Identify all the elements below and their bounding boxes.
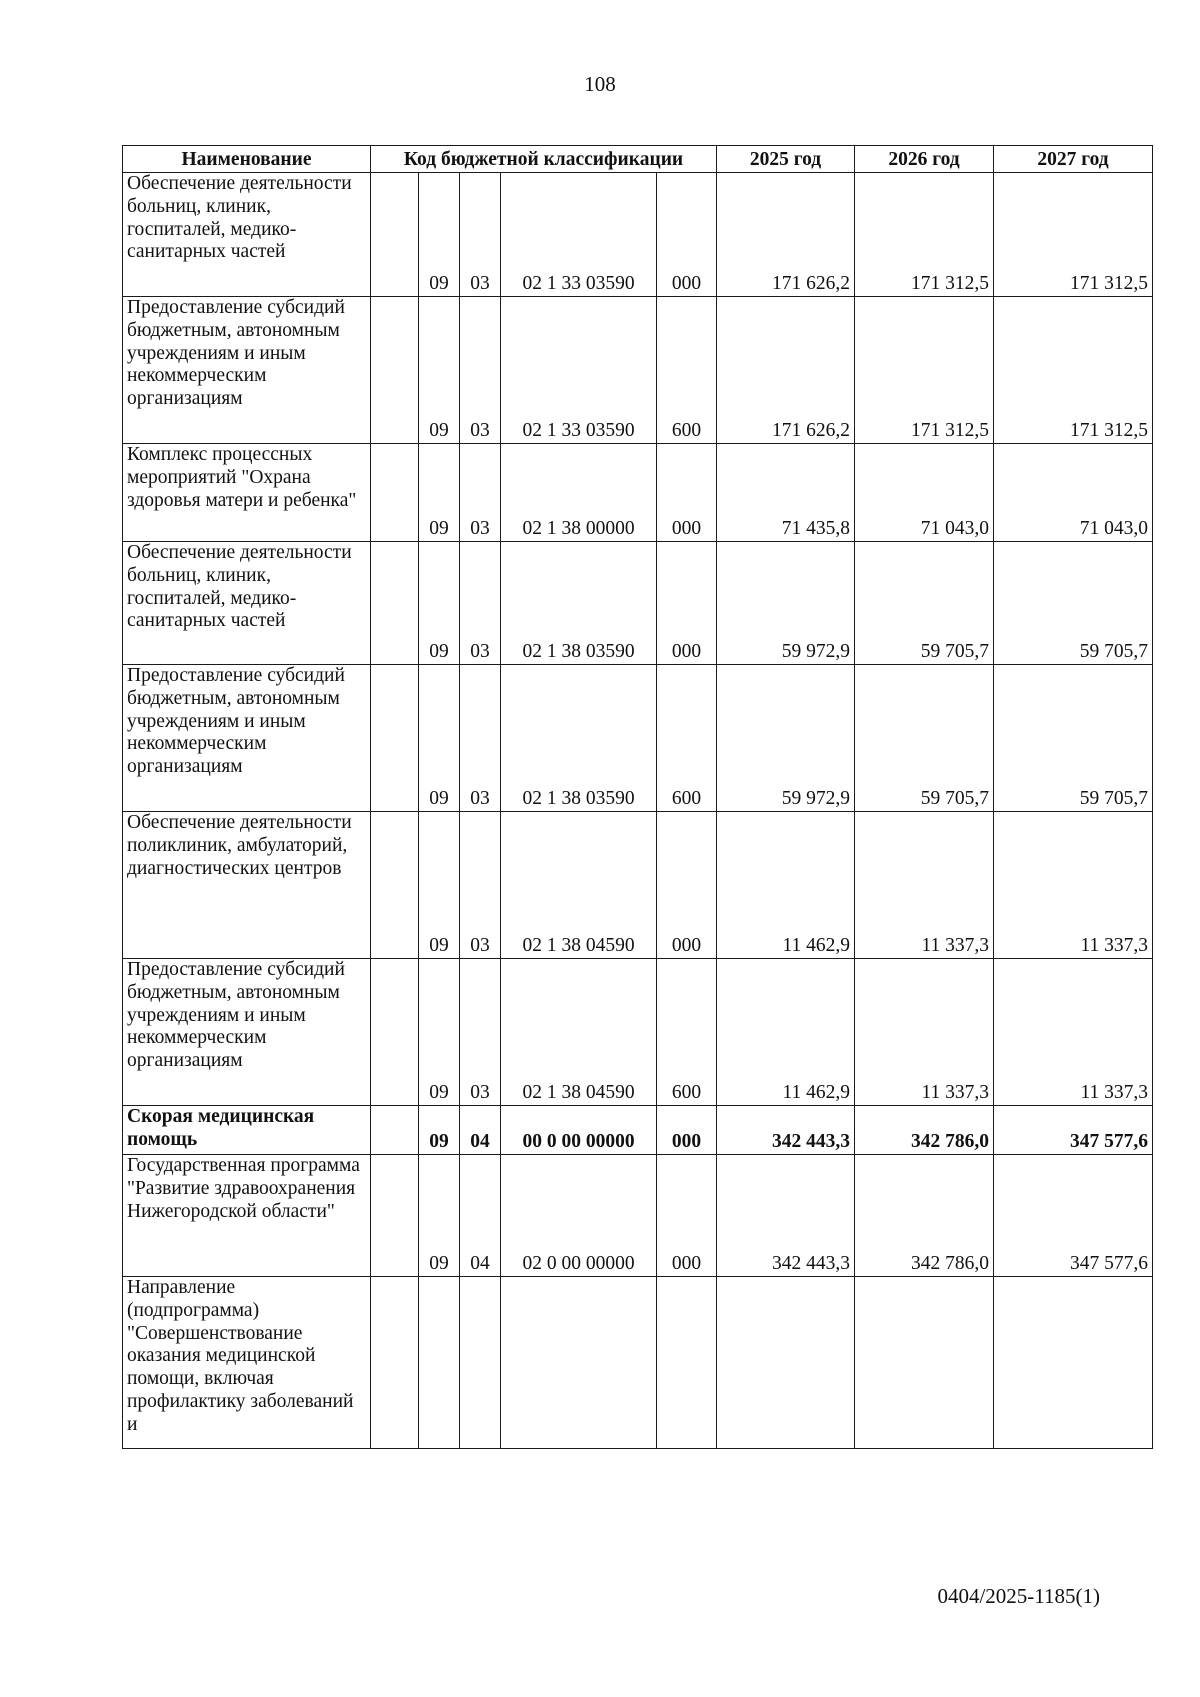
value-2027: 11 337,3 [994,959,1153,1106]
table-row [123,173,1153,297]
header-name: Наименование [123,146,371,173]
code-section: 09 [419,1106,460,1155]
code-part-0 [371,1277,419,1449]
value-2025: 342 443,3 [717,1155,855,1277]
code-subsection: 04 [460,1155,501,1277]
code-expense-type: 600 [657,959,717,1106]
code-subsection: 03 [460,173,501,297]
value-2025: 11 462,9 [717,812,855,959]
code-expense-type: 000 [657,1155,717,1277]
code-section: 09 [419,542,460,665]
value-2025 [717,1277,855,1449]
table-row [123,812,1153,959]
code-target-article: 02 1 38 04590 [501,959,657,1106]
code-target-article: 02 1 38 00000 [501,444,657,542]
code-subsection: 04 [460,1106,501,1155]
value-2025: 59 972,9 [717,665,855,812]
code-subsection: 03 [460,444,501,542]
code-target-article: 02 1 33 03590 [501,173,657,297]
code-section: 09 [419,297,460,444]
table-row [123,297,1153,444]
value-2026: 11 337,3 [855,959,994,1106]
header-2025: 2025 год [717,146,855,173]
table-row [123,959,1153,1106]
code-subsection: 03 [460,812,501,959]
code-target-article: 02 1 33 03590 [501,297,657,444]
document-code: 0404/2025-1185(1) [937,1584,1100,1608]
code-part-0 [371,665,419,812]
value-2026: 59 705,7 [855,665,994,812]
code-part-0 [371,1155,419,1277]
value-2026: 59 705,7 [855,542,994,665]
row-name: Комплекс процессных мероприятий "Охрана здоровья матери и ребенка" [123,444,371,542]
budget-table [122,145,1153,1449]
row-name: Государственная программа "Развитие здравоохранения Нижегородской области" [123,1155,371,1277]
code-target-article: 02 1 38 04590 [501,812,657,959]
header-2026: 2026 год [855,146,994,173]
table-row [123,665,1153,812]
table-row [123,542,1153,665]
page-number: 108 [584,72,616,96]
value-2026 [855,1277,994,1449]
table-row [123,1277,1153,1449]
code-section: 09 [419,812,460,959]
code-expense-type: 000 [657,1106,717,1155]
code-expense-type: 600 [657,297,717,444]
value-2025: 11 462,9 [717,959,855,1106]
value-2027: 71 043,0 [994,444,1153,542]
row-name: Предоставление субсидий бюджетным, автономным учреждениям и иным некоммерческим организациям [123,665,371,812]
value-2027: 171 312,5 [994,297,1153,444]
code-target-article: 00 0 00 00000 [501,1106,657,1155]
header-code: Код бюджетной классификации [371,146,717,173]
row-name: Обеспечение деятельности поликлиник, амбулаторий, диагностических центров [123,812,371,959]
code-expense-type: 600 [657,665,717,812]
code-expense-type: 000 [657,173,717,297]
table-row [123,444,1153,542]
row-name: Обеспечение деятельности больниц, клиник, госпиталей, медико-санитарных частей [123,542,371,665]
table-body [123,173,1153,1449]
value-2026: 342 786,0 [855,1155,994,1277]
value-2027: 59 705,7 [994,542,1153,665]
code-section: 09 [419,665,460,812]
code-target-article: 02 1 38 03590 [501,542,657,665]
code-section: 09 [419,444,460,542]
code-part-0 [371,542,419,665]
value-2027: 171 312,5 [994,173,1153,297]
value-2027 [994,1277,1153,1449]
code-subsection [460,1277,501,1449]
code-target-article: 02 1 38 03590 [501,665,657,812]
code-expense-type [657,1277,717,1449]
code-part-0 [371,297,419,444]
code-section: 09 [419,1155,460,1277]
code-expense-type: 000 [657,542,717,665]
code-part-0 [371,812,419,959]
code-part-0 [371,959,419,1106]
header-2027: 2027 год [994,146,1153,173]
value-2027: 347 577,6 [994,1106,1153,1155]
value-2026: 71 043,0 [855,444,994,542]
value-2026: 171 312,5 [855,173,994,297]
code-target-article [501,1277,657,1449]
code-target-article: 02 0 00 00000 [501,1155,657,1277]
row-name: Направление (подпрограмма) "Совершенствование оказания медицинской помощи, включая профилактику заболеваний и [123,1277,371,1449]
value-2026: 11 337,3 [855,812,994,959]
table-row [123,1155,1153,1277]
value-2027: 11 337,3 [994,812,1153,959]
value-2025: 59 972,9 [717,542,855,665]
value-2025: 71 435,8 [717,444,855,542]
row-name: Скорая медицинская помощь [123,1106,371,1155]
value-2027: 59 705,7 [994,665,1153,812]
budget-table-container [122,145,1152,1449]
value-2025: 171 626,2 [717,297,855,444]
code-subsection: 03 [460,665,501,812]
header-row [123,146,1153,173]
code-expense-type: 000 [657,812,717,959]
code-part-0 [371,173,419,297]
code-section: 09 [419,173,460,297]
code-section: 09 [419,959,460,1106]
code-subsection: 03 [460,542,501,665]
value-2027: 347 577,6 [994,1155,1153,1277]
code-expense-type: 000 [657,444,717,542]
value-2025: 171 626,2 [717,173,855,297]
code-subsection: 03 [460,959,501,1106]
table-row [123,1106,1153,1155]
value-2026: 171 312,5 [855,297,994,444]
code-part-0 [371,444,419,542]
row-name: Предоставление субсидий бюджетным, автономным учреждениям и иным некоммерческим организациям [123,959,371,1106]
row-name: Предоставление субсидий бюджетным, автономным учреждениям и иным некоммерческим организациям [123,297,371,444]
code-part-0 [371,1106,419,1155]
code-section [419,1277,460,1449]
value-2026: 342 786,0 [855,1106,994,1155]
row-name: Обеспечение деятельности больниц, клиник, госпиталей, медико-санитарных частей [123,173,371,297]
code-subsection: 03 [460,297,501,444]
value-2025: 342 443,3 [717,1106,855,1155]
